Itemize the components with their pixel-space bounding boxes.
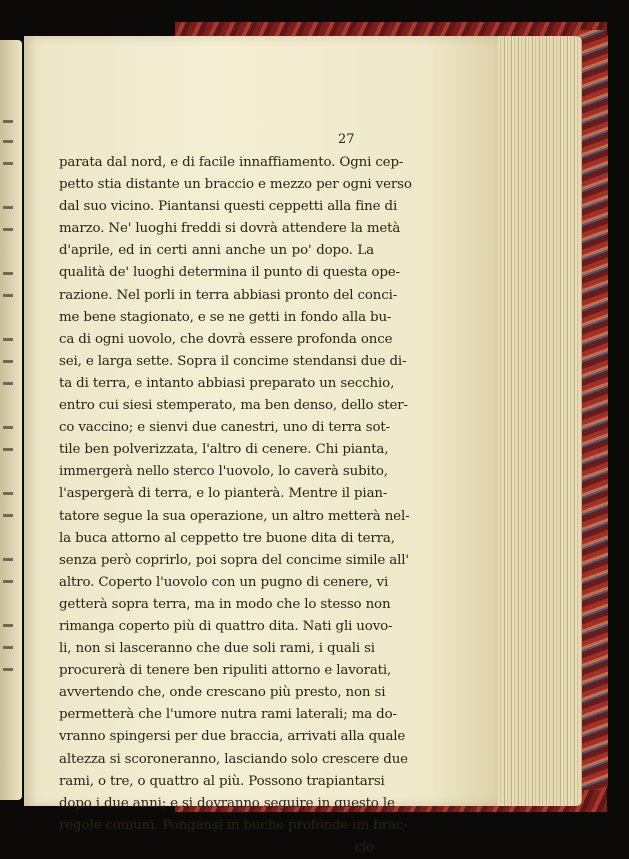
text-line: entro cui siesi stemperato, ma ben denso, dello ster- [59,398,408,414]
text-line: dal suo vicino. Piantansi questi ceppetti alla fine di [59,199,398,215]
page-number: 27 [338,132,355,147]
text-line: parata dal nord, e di facile innaffiamento. Ogni cep- [59,155,404,170]
text-line: ca di ogni uovolo, che dovrà essere profonda once [59,331,393,347]
text-line: rimanga coperto più di quattro dita. Nati gli uovo- [59,618,393,634]
text-line: senza però coprirlo, poi sopra del concime simile all' [59,552,409,568]
text-line: marzo. Ne' luoghi freddi si dovrà attendere la metà [59,221,401,237]
text-line: getterà sopra terra, ma in modo che lo stesso non [59,596,391,612]
text-line: razione. Nel porli in terra abbiasi pronto del conci- [59,287,398,303]
text-line: qualità de' luoghi determina il punto di questa ope- [59,265,400,281]
text-line: procurerà di tenere ben ripuliti attorno e lavorati, [59,663,392,679]
text-line: d'aprile, ed in certi anni anche un po' dopo. La [59,243,374,259]
text-line: vranno spingersi per due braccia, arrivati alla quale [59,729,406,745]
catchword: cio [354,839,374,855]
text-line: l'aspergerà di terra, e lo pianterà. Mentre il pian- [59,486,388,502]
text-line: permetterà che l'umore nutra rami laterali; ma do- [59,707,397,723]
text-line: la buca attorno al ceppetto tre buone dita di terra, [59,530,395,546]
book-page [24,36,498,855]
text-line: regole comuni. Ponganşi in buche profonde un brac- [59,817,408,833]
text-line: altro. Coperto l'uovolo con un pugno di cenere, vi [59,574,389,590]
page-text [59,152,412,859]
text-line: co vaccino; e sienvi due canestri, uno di terra sot- [59,420,391,436]
text-line: dopo i due anni; e si dovranno seguire in questo le [59,795,395,811]
text-line: tatore segue la sua operazione, un altro metterà nel- [59,508,410,524]
text-line: tile ben polverizzata, l'altro di cenere. Chi pianta, [59,442,389,458]
text-line: immergerà nello sterco l'uovolo, lo caverà subito, [59,464,388,480]
text-line: ta di terra, e intanto abbiasi preparato un secchio, [59,375,395,391]
marbled-edge [578,30,608,790]
text-line: avvertendo che, onde crescano più presto, non si [59,685,386,701]
text-line: petto stia distante un braccio e mezzo per ogni verso [59,177,412,193]
text-line: me bene stagionato, e se ne getti in fondo alla bu- [59,309,392,325]
text-line: li, non si lasceranno che due soli rami, i quali si [59,641,375,657]
facing-page-edge [0,40,22,800]
text-line: sei, e larga sette. Sopra il concime stendansi due di- [59,353,407,369]
facing-page-text-fragments [0,40,22,800]
text-line: rami, o tre, o quattro al più. Possono trapiantarsi [59,773,385,789]
text-line: altezza si scoroneranno, lasciando solo crescere due [59,751,408,767]
